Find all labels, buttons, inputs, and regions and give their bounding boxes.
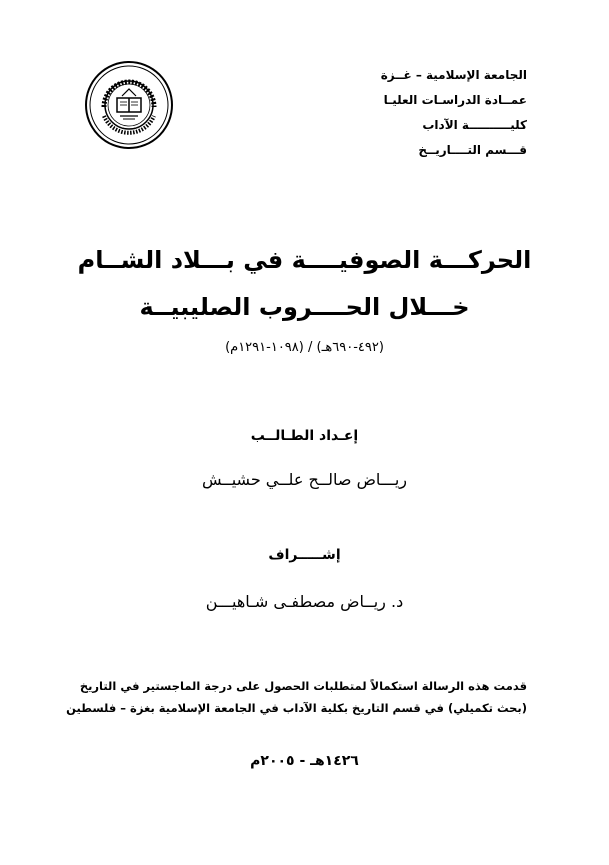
department-name: قـــسم التــــاريــخ (418, 143, 527, 157)
submission-note-line-1: قدمت هذه الرسالة استكمالاً لمتطلبات الحصول على درجة الماجستير في التاريخ (79, 679, 527, 693)
university-name: الجامعة الإسلامية – غــزة (380, 68, 527, 82)
submission-note-line-2: (بحث تكميلي) في قسم التاريخ بكلية الآداب في الجامعة الإسلامية بغزة – فلسطين (66, 701, 527, 715)
thesis-title-line-1: الحركـــة الصوفيــــة في بـــلاد الشــام (77, 246, 532, 274)
thesis-title-line-2: خـــلال الحــــروب الصليبيــة (139, 293, 470, 321)
institution-header (327, 63, 527, 163)
student-name: ريـــاض صالــح علــي حشيــش (201, 470, 408, 489)
submission-year: ١٤٢٦هـ - ٢٠٠٥م (250, 753, 359, 769)
student-label: إعـداد الطـالــب (250, 428, 359, 444)
thesis-dates: (٤٩٢-٦٩٠هـ) / (١٠٩٨-١٢٩١م) (225, 340, 384, 355)
supervisor-label: إشـــــراف (268, 547, 341, 563)
submission-note (66, 675, 527, 719)
supervisor-name: د. ريــاض مصطفـى شـاهيـــن (205, 592, 404, 611)
deanship-name: عمــادة الدراسـات العليـا (383, 93, 527, 107)
university-seal-icon (84, 60, 174, 150)
faculty-name: كليــــــــــة الآداب (422, 118, 527, 132)
